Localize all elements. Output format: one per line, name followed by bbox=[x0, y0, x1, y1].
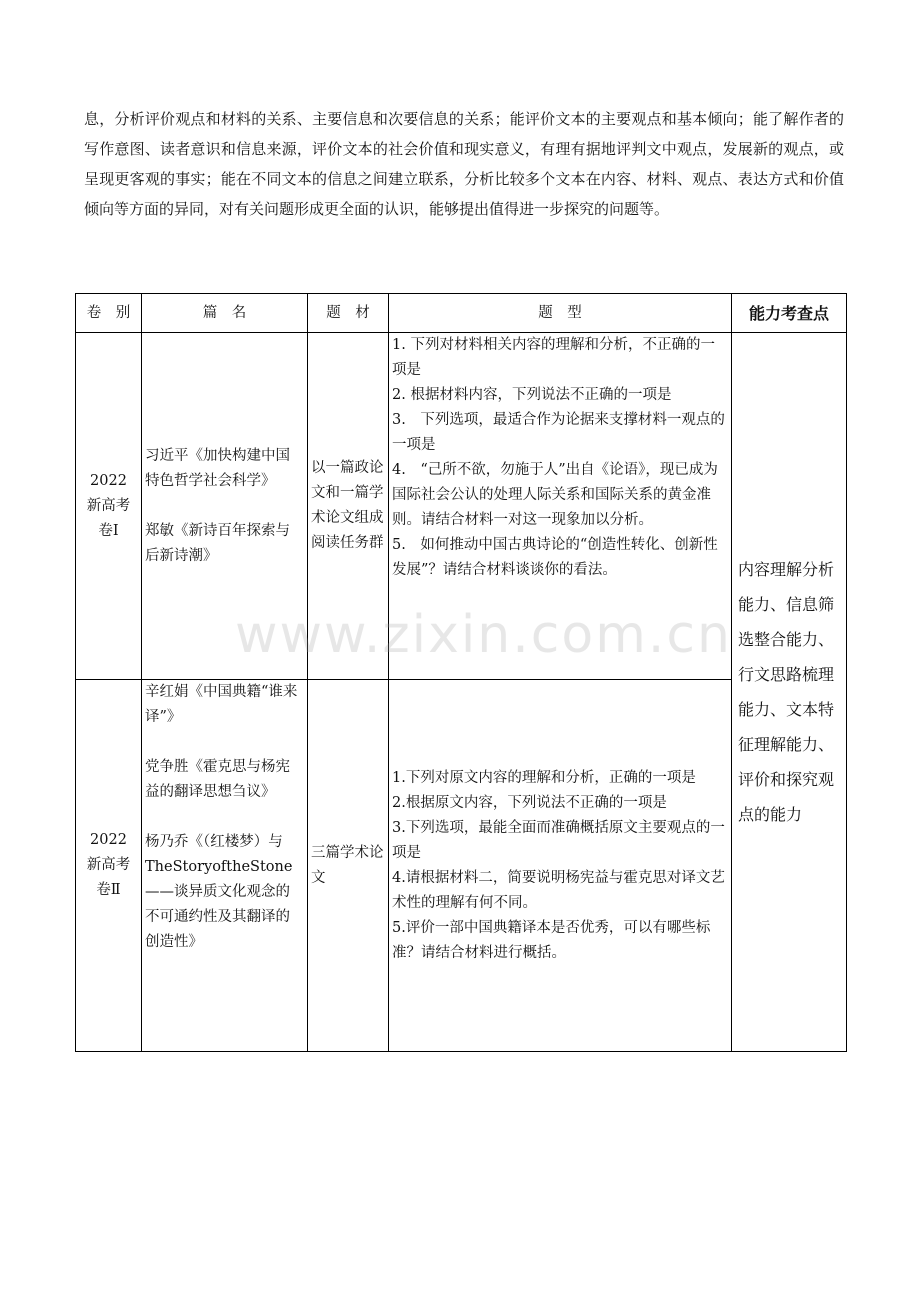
questions-cell-1 bbox=[389, 333, 732, 680]
question-item: 2. 根据材料内容，下列说法不正确的一项是 bbox=[392, 387, 672, 403]
watermark-text: www.zixin.com.cn bbox=[235, 605, 732, 665]
exam-analysis-table bbox=[75, 293, 847, 1052]
paper-name: 新高考 bbox=[86, 857, 131, 873]
paper-cell-2 bbox=[76, 680, 142, 1052]
article-title: 辛红娟《中国典籍“谁来译”》 bbox=[145, 684, 298, 725]
table-row bbox=[76, 680, 847, 1052]
header-material: 题 材 bbox=[308, 294, 389, 333]
question-item: 4.请根据材料二，简要说明杨宪益与霍克思对译文艺术性的理解有何不同。 bbox=[392, 869, 725, 911]
header-ability: 能力考查点 bbox=[732, 294, 847, 333]
question-item: 1.下列对原文内容的理解和分析，正确的一项是 bbox=[392, 769, 696, 786]
paper-volume: 卷Ⅱ bbox=[96, 882, 121, 898]
table-header-row bbox=[76, 294, 847, 333]
paper-name: 新高考 bbox=[86, 497, 131, 514]
article-title: 郑敏《新诗百年探索与后新诗潮》 bbox=[145, 522, 290, 564]
question-item: 5. 如何推动中国古典诗论的“创造性转化、创新性发展”？请结合材料谈谈你的看法。 bbox=[392, 537, 718, 578]
questions-cell-2 bbox=[389, 680, 732, 1052]
question-item: 3. 下列选项，最适合作为论据来支撑材料一观点的一项是 bbox=[392, 412, 725, 453]
paper-year: 2022 bbox=[90, 472, 127, 489]
header-paper: 卷 别 bbox=[76, 294, 142, 333]
material-cell-1: 以一篇政论文和一篇学术论文组成阅读任务群 bbox=[308, 333, 389, 680]
article-title: 习近平《加快构建中国特色哲学社会科学》 bbox=[145, 447, 290, 489]
titles-cell-1 bbox=[142, 333, 308, 680]
table-row bbox=[76, 333, 847, 680]
intro-paragraph: 息，分析评价观点和材料的关系、主要信息和次要信息的关系；能评价文本的主要观点和基本倾向；能了解作者的写作意图、读者意识和信息来源，评价文本的社会价值和现实意义，有理有据地评判文中观点，发展新的观点，或呈现更客观的事实；能在不同文本的信息之间建立联系，分析比较多个文本在内容、材料、观点、表达方式和价值倾向等方面的异同，对有关问题形成更全面的认识，能够提出值得进一步探究的问题等。 bbox=[84, 110, 844, 218]
question-item: 4. “己所不欲，勿施于人”出自《论语》，现已成为国际社会公认的处理人际关系和国际关系的黄金准则。请结合材料一对这一现象加以分析。 bbox=[392, 462, 718, 528]
header-question-type: 题 型 bbox=[389, 294, 732, 333]
paper-year: 2022 bbox=[90, 832, 127, 848]
paper-volume: 卷Ⅰ bbox=[98, 522, 119, 539]
header-title: 篇 名 bbox=[142, 294, 308, 333]
question-item: 3.下列选项，最能全面而准确概括原文主要观点的一项是 bbox=[392, 819, 725, 861]
material-cell-2: 三篇学术论文 bbox=[308, 680, 389, 1052]
paper-cell-1 bbox=[76, 333, 142, 680]
ability-cell: 内容理解分析能力、信息筛选整合能力、行文思路梳理能力、文本特征理解能力、评价和探究观点的能力 bbox=[732, 333, 847, 1052]
titles-cell-2 bbox=[142, 680, 308, 1052]
article-title: 杨乃乔《（红楼梦）与TheStoryoftheStone——谈异质文化观念的不可通约性及其翻译的创造性》 bbox=[145, 834, 293, 950]
question-item: 1. 下列对材料相关内容的理解和分析，不正确的一项是 bbox=[392, 337, 715, 378]
article-title: 党争胜《霍克思与杨宪益的翻译思想刍议》 bbox=[145, 759, 290, 800]
question-item: 2.根据原文内容，下列说法不正确的一项是 bbox=[392, 794, 667, 811]
question-item: 5.评价一部中国典籍译本是否优秀，可以有哪些标准？请结合材料进行概括。 bbox=[392, 919, 711, 961]
